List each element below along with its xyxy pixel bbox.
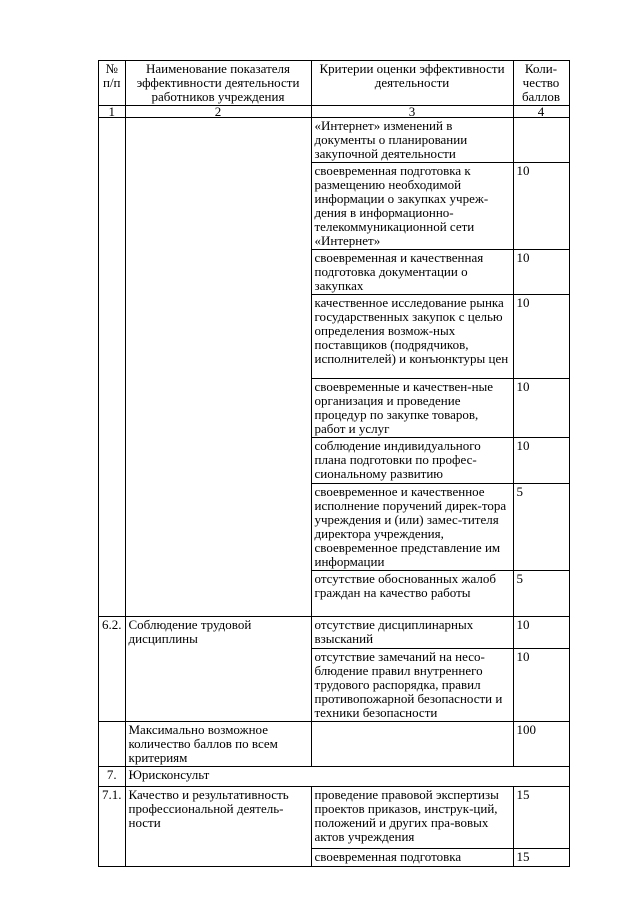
criterion-cell (311, 722, 513, 767)
criterion-cell: своевременные и качествен-ные организация и проведение процедур по закупке товаров, работ и услуг (311, 379, 513, 438)
points-cell: 10 (513, 379, 569, 438)
header-points: Коли-чество баллов (513, 61, 569, 106)
criterion-cell: отсутствие замечаний на несо-блюдение правил внутреннего трудового распорядка, правил противопожарной безопасности и техники безопасности (311, 649, 513, 722)
points-cell: 10 (513, 617, 569, 649)
indicator-cell (125, 118, 311, 617)
column-numbers-row (99, 106, 570, 118)
criterion-cell: отсутствие дисциплинарных взысканий (311, 617, 513, 649)
criterion-cell: соблюдение индивидуального плана подготовки по профес-сиональному развитию (311, 438, 513, 484)
criterion-cell: своевременное и качественное исполнение поручений дирек-тора учреждения и (или) замес-тителя директора учреждения, своевременное представление им информации (311, 484, 513, 571)
section-row (99, 767, 570, 787)
criterion-cell: «Интернет» изменений в документы о планировании закупочной деятельности (311, 118, 513, 163)
points-cell: 5 (513, 484, 569, 571)
table-row (99, 787, 570, 849)
table-header-row (99, 61, 570, 106)
table-row (99, 118, 570, 163)
performance-criteria-table (98, 60, 570, 867)
indicator-cell: Максимально возможное количество баллов по всем критериям (125, 722, 311, 767)
indicator-cell: Соблюдение трудовой дисциплины (125, 617, 311, 722)
points-cell: 100 (513, 722, 569, 767)
points-cell: 15 (513, 787, 569, 849)
criterion-cell: своевременная подготовка к размещению необходимой информации о закупках учреж-дения в информационно-телекоммуникационной сети «Интернет» (311, 163, 513, 250)
row-num-cell: 7. (99, 767, 126, 787)
points-cell (513, 118, 569, 163)
row-num-cell (99, 722, 126, 767)
points-cell: 10 (513, 163, 569, 250)
column-number: 2 (125, 106, 311, 118)
points-cell: 10 (513, 295, 569, 379)
criterion-cell: качественное исследование рынка государственных закупок с целью определения возмож-ных поставщиков (подрядчиков, исполнителей) и конъюнктуры цен (311, 295, 513, 379)
header-indicator-name: Наименование показателя эффективности деятельности работников учреждения (125, 61, 311, 106)
points-cell: 10 (513, 649, 569, 722)
points-cell: 5 (513, 571, 569, 617)
row-num-cell: 6.2. (99, 617, 126, 722)
criterion-cell: своевременная и качественная подготовка документации о закупках (311, 250, 513, 295)
criterion-cell: отсутствие обоснованных жалоб граждан на качество работы (311, 571, 513, 617)
indicator-cell: Качество и результативность профессиональной деятель-ности (125, 787, 311, 867)
column-number: 3 (311, 106, 513, 118)
points-cell: 10 (513, 438, 569, 484)
header-criteria: Критерии оценки эффективности деятельности (311, 61, 513, 106)
section-title-cell: Юрисконсульт (125, 767, 569, 787)
header-num: № п/п (99, 61, 126, 106)
criterion-cell: своевременная подготовка (311, 849, 513, 867)
criterion-cell: проведение правовой экспертизы проектов приказов, инструк-ций, положений и других пра-вовых актов учреждения (311, 787, 513, 849)
row-num-cell: 7.1. (99, 787, 126, 867)
row-num-cell (99, 118, 126, 617)
table-row (99, 722, 570, 767)
column-number: 4 (513, 106, 569, 118)
table-row (99, 617, 570, 649)
column-number: 1 (99, 106, 126, 118)
points-cell: 15 (513, 849, 569, 867)
points-cell: 10 (513, 250, 569, 295)
